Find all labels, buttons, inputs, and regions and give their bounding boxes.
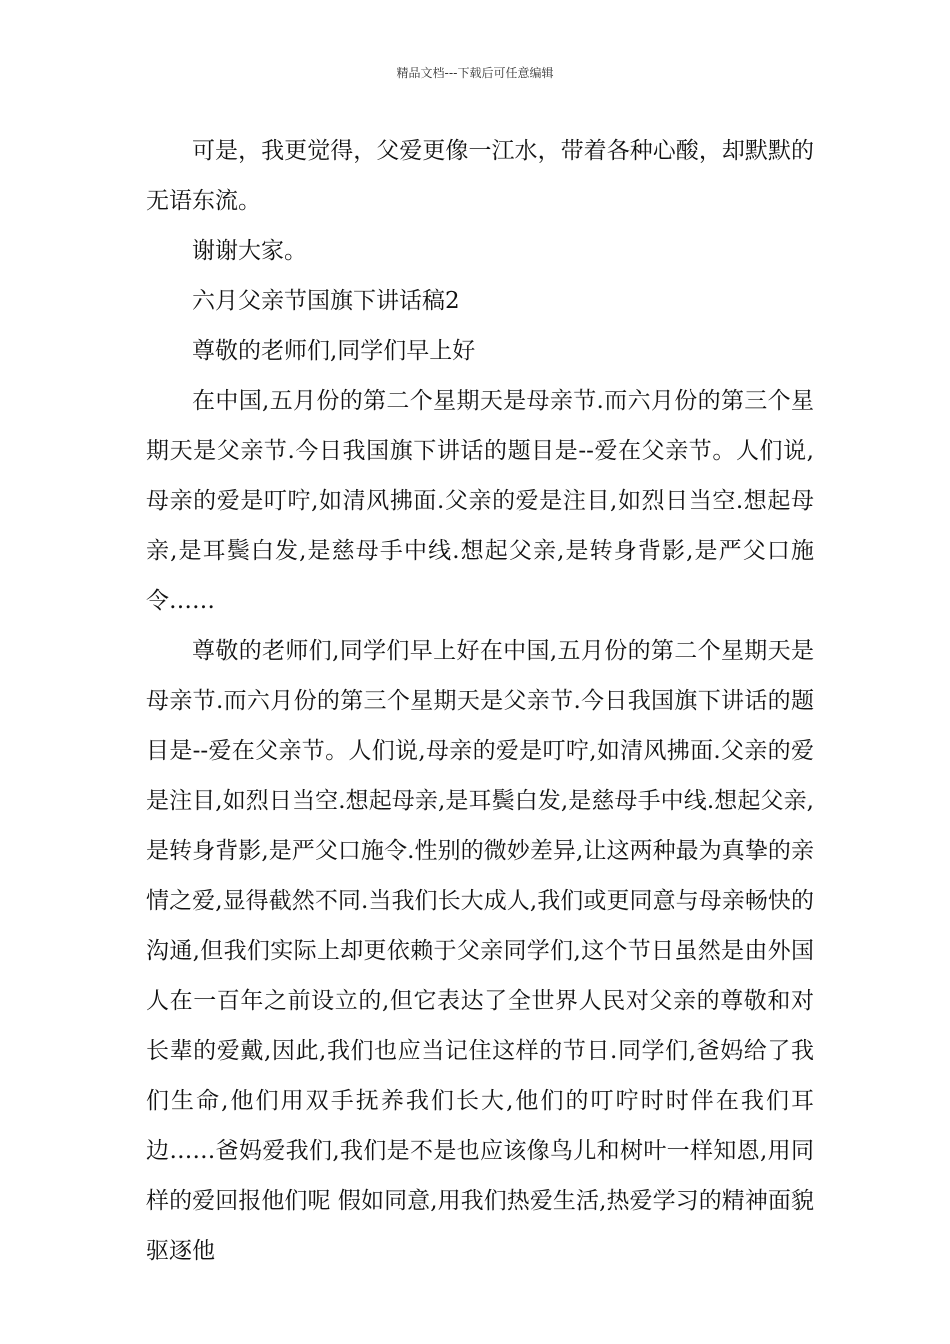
page-header: 精品文档---下载后可任意编辑 (396, 66, 554, 80)
section-title: 六月父亲节国旗下讲话稿2 (192, 288, 460, 314)
paragraph-closing-remark: 可是，我更觉得，父爱更像一江水，带着各种心酸，却默默的无语东流。 (146, 138, 814, 214)
paragraph-intro: 在中国,五月份的第二个星期天是母亲节.而六月份的第三个星期天是父亲节.今日我国旗下讲话的题目是--爱在父亲节。人们说,母亲的爱是叮咛,如清风拂面.父亲的爱是注目,如烈日当空.想起母亲,是耳鬓白发,是慈母手中线.想起父亲,是转身背影,是严父口施令…… (146, 388, 814, 614)
paragraph-thanks: 谢谢大家。 (192, 238, 307, 264)
paragraph-main: 尊敬的老师们,同学们早上好在中国,五月份的第二个星期天是母亲节.而六月份的第三个星期天是父亲节.今日我国旗下讲话的题目是--爱在父亲节。人们说,母亲的爱是叮咛,如清风拂面.父亲的爱是注目,如烈日当空.想起母亲,是耳鬓白发,是慈母手中线.想起父亲,是转身背影,是严父口施令.性别的微妙差异,让这两种最为真挚的亲情之爱,显得截然不同.当我们长大成人,我们或更同意与母亲畅快的沟通,但我们实际上却更依赖于父亲同学们,这个节日虽然是由外国人在一百年之前设立的,但它表达了全世界人民对父亲的尊敬和对长辈的爱戴,因此,我们也应当记住这样的节日.同学们,爸妈给了我们生命,他们用双手抚养我们长大,他们的叮咛时时伴在我们耳边……爸妈爱我们,我们是不是也应该像鸟儿和树叶一样知恩,用同样的爱回报他们呢 假如同意,用我们热爱生活,热爱学习的精神面貌驱逐他 (146, 638, 814, 1264)
document-body (146, 126, 814, 1276)
paragraph-greeting: 尊敬的老师们,同学们早上好 (192, 338, 476, 364)
